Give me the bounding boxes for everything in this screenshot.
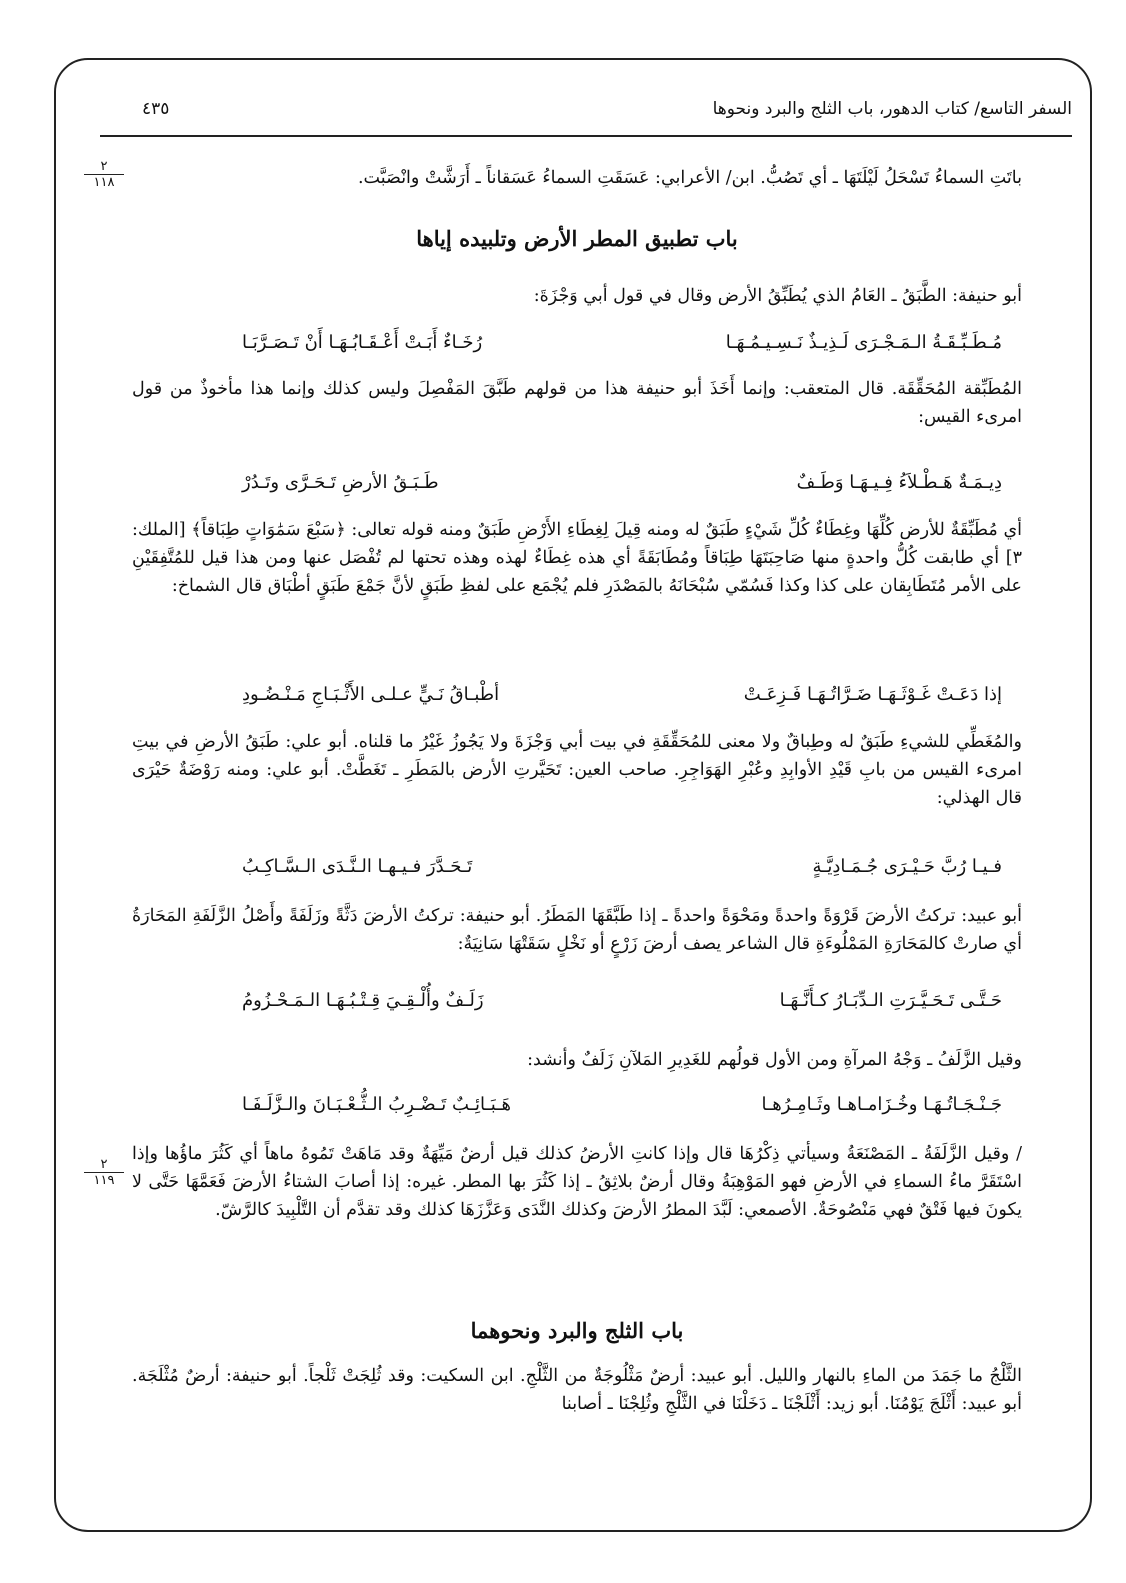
- verse-hemistich-first: إذا دَعَـتْ غَـوْثَـهَـا ضَـرَّاتُـهَـا فَـزِعَـتْ: [743, 684, 1002, 705]
- verse-hemistich-first: فـيـا رُبَّ حَـيْـرَى جُـمَـادِيَّـةٍ: [812, 856, 1002, 877]
- verse: [132, 1094, 1022, 1124]
- verse-hemistich-first: جَـنْـجَـاتُـهَـا وخُـزَامـاهـا وثَـامِـرُهـا: [761, 1094, 1002, 1115]
- section-heading: باب تطبيق المطر الأرض وتلبيده إياها: [416, 226, 738, 251]
- verse-hemistich-second: زَلَـفٌ وأُلْـقِـيَ قِـتْـبُـهَـا الـمَـحْـزُومُ: [242, 990, 484, 1011]
- paragraph: الثَّلْجُ ما جَمَدَ من الماءِ بالنهار والليل. أبو عبيد: أرضٌ مَثْلُوجَةٌ من الثَّلْجِ. ابن السكيت: وقد ثُلِجَتْ ثَلْجاً. أبو حنيفة: أرضٌ مُثْلَجَة. أبو عبيد: أَثْلَجَ يَوْمُنَا. أبو زيد: أَثْلَجْنَا ـ دَخَلْنَا في الثَّلْجِ وثُلِجْنَا ـ أصابنا: [132, 1366, 1022, 1414]
- section-heading: باب الثلج والبرد ونحوهما: [470, 1318, 684, 1343]
- verse: [132, 472, 1022, 502]
- page-number: ٤٣٥: [142, 99, 170, 119]
- paragraph: المُطَبِّقة المُحَقِّقَة. قال المتعقب: وإنما أَخَذَ أبو حنيفة هذا من قولهم طَبَّقَ المَفْصِلَ وليس كذلك وإنما هذا مأخوذٌ من قول امرىء القيس:: [132, 379, 1022, 427]
- paragraph: باتَتِ السماءُ تَسْحَلُ لَيْلَتَهَا ـ أي تَصُبُّ. ابن/ الأعرابي: عَسَقَتِ السماءُ عَسَقاناً ـ أَرَشَّتْ وانْصَبَّت.: [357, 168, 1022, 188]
- verse: [132, 332, 1022, 362]
- verse-hemistich-first: دِيـمَـةٌ هَـطْـلاَءُ فِـيـهَـا وَطَـفٌ: [796, 472, 1002, 493]
- running-title: السفر التاسع/ كتاب الدهور، باب الثلج والبرد ونحوها: [712, 99, 1072, 119]
- paragraph: أي مُطَبِّقَةٌ للأرض كُلِّهَا وغِطَاءٌ كُلِّ شَيْءٍ طَبَقٌ له ومنه قِيلَ لِغِطَاءِ الأَرْضِ طَبَقٌ ومنه قوله تعالى: ﴿سَبْعَ سَمَٰوَاتٍ طِبَاقاً﴾ [الملك: ٣] أي طابقت كُلُّ واحدةٍ منها صَاحِبَتَهَا طِبَاقاً ومُطَابَقَةً أي هذه غِطَاءٌ لهذه وهذه تحتها لم تُفْصَل عنها ومن هذا قيل للمُتَّفِقَيْنِ على الأمر مُتَطَابِقان على كذا وكذا فَسُمّي سُبْحَانَهُ بالمَصْدَرِ فلم يُجْمَع على لفظِ طَبَقٍ لأنَّ جَمْعَ طَبَقٍ أطْبَاق قال الشماخ:: [132, 520, 1022, 596]
- margin-reference: ٢ ١١٨: [84, 160, 124, 189]
- verse-hemistich-first: مُـطَـبِّـقَـةُ الـمَـجْـرَى لَـذِيـذٌ نَـسِـيـمُـهَـا: [725, 332, 1002, 353]
- running-header: [100, 95, 1072, 137]
- verse-hemistich-second: تَـحَـدَّرَ فـيـهـا الـنَّـدَى الـسَّـاكِـبُ: [242, 856, 473, 877]
- paragraph: والمُغَطِّي للشيءِ طَبَقٌ له وطِباقٌ ولا معنى للمُحَقِّقَةِ في بيت أبي وَجْزَةَ ولا يَجُوزُ غَيْرُ ما قلناه. أبو علي: طَبَقُ الأرضِ في بيتِ امرىء القيس من بابِ قَيْدِ الأوابِدِ وعُبْرِ الهَوَاجِرِ. صاحب العين: تَحَيَّرتِ الأرض بالمَطَرِ ـ تَغَطَّتْ. أبو علي: ومنه رَوْضَةٌ حَيْرَى قال الهذلي:: [132, 732, 1022, 808]
- paragraph: أبو حنيفة: الطَّبَقُ ـ العَامُ الذي يُطَبِّقُ الأرض وقال في قول أبي وَجْزَةَ:: [533, 286, 1022, 306]
- verse-hemistich-second: هَـبَـائِـبٌ تَـضْـرِبُ الـثُّـعْـبَـانَ والـزَّلَـفَـا: [242, 1094, 511, 1115]
- paragraph: / وقيل الزَّلَفَةُ ـ المَصْنَعَةُ وسيأتي ذِكْرُهَا قال وإذا كانتِ الأرضُ كذلك قيل أرضٌ مَيِّهَةٌ وقد مَاهَتْ تَمُوهُ ماهاً أي كَثُرَ ماؤُها وإذا اسْتَقَرَّ ماءُ السماءِ في الأرضِ فهو المَوْهِبَةُ وقال أرضٌ بلاثِقُ ـ إذا كَثُرَ بها المطر. غيره: إذا أصابَ الشتاءُ الأرضَ فَعَمَّهَا حَتَّى لا يكونَ فيها فَتْقٌ فهي مَنْصُوحَةٌ. الأصمعي: لَبَّدَ المطرُ الأرضَ وكذلك النَّدَى وَعَزَّزَهَا كذلك وقد تقدَّم أن التَّلْبِيدَ كالرَّشّ.: [132, 1144, 1022, 1220]
- verse: [132, 856, 1022, 886]
- verse-hemistich-second: أطْبـاقُ نَـيٍّ عـلـى الأَثْـبَـاجِ مَـنْـضُـودِ: [242, 684, 500, 705]
- verse: [132, 990, 1022, 1020]
- verse-hemistich-second: رُخَـاءٌ أَبَـتْ أَعْـقَـابُـهَـا أَنْ تَـصَـرَّبَـا: [242, 332, 483, 353]
- paragraph: وقيل الزَّلَفُ ـ وَجْهُ المرآةِ ومن الأول قولُهم للغَدِيرِ المَلآنِ زَلَفٌ وأنشد:: [527, 1050, 1022, 1070]
- verse-hemistich-first: حَـتَّـى تَـحَـيَّـرَتِ الـدِّبَـارُ كـأَنَّـهَـا: [779, 990, 1002, 1011]
- verse: [132, 684, 1022, 714]
- margin-reference: ٢ ١١٩: [84, 1158, 124, 1187]
- verse-hemistich-second: طَـبَـقُ الأرضِ تَـحَـرَّى وتَـدُرْ: [242, 472, 439, 493]
- paragraph: أبو عبيد: تركتُ الأرضَ قَرْوَةً واحدةً ومَحْوَةً واحدةً ـ إذا طَبَّقَهَا المَطَرُ. أبو حنيفة: تركتُ الأرضَ دَثَّةً وزَلَفَةً وأَصْلُ الزَّلَفَةِ المَحَارَةُ أي صارتْ كالمَحَارَةِ المَمْلُوءَةِ قال الشاعر يصف أرضَ زَرْعٍ أو نَخْلٍ سَقَتْهَا سَانِيَةٌ:: [132, 906, 1022, 954]
